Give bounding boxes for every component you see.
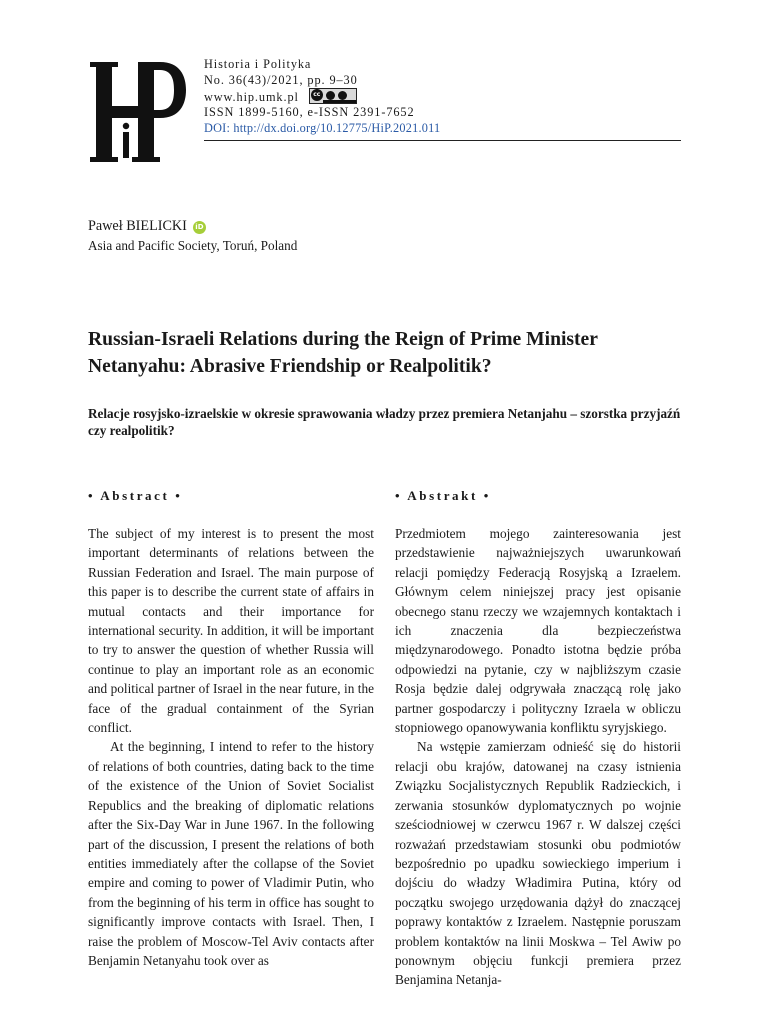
journal-meta [204,56,440,136]
abstrakt-paragraph: Przedmiotem mojego zainteresowania jest przedstawienie najważniejszych uwarunkowań relacji pomiędzy Federacją Rosyjską a Izraelem. Głównym celem niniejszej pracy jest opisanie obecnego stanu rzeczy we wzajemnych kontaktach i ich znaczenia dla bezpieczeństwa międzynarodowego. Ponadto istotna będzie próba odpowiedzi na pytanie, czy w najbliższym czasie Rosja będzie dalej odgrywała znaczącą rolę jako partner gospodarczy i polityczny Izraela w obliczu stopniowego opanowywania konfliktu syryjskiego. [395,526,681,736]
abstract-paragraph: The subject of my interest is to present the most important determinants of relations between the Russian Federation and Israel. The main purpose of this paper is to describe the current state of affairs in mutual contacts and their importance for international security. In addition, it will be important to try to answer the question of whether Russia will continue to play an important role as an economic and political partner of Israel in the near future, in the face of the gradual containment of the Syrian conflict. [88,526,374,736]
article-subtitle: Relacje rosyjsko-izraelskie w okresie sprawowania władzy przez premiera Netanjahu – szorstka przyjaźń czy realpolitik? [88,406,681,438]
abstract-heading: • Abstract • [88,488,183,503]
journal-issn: ISSN 1899-5160, e-ISSN 2391-7652 [204,105,415,119]
cc-by-nc-nd-icon[interactable]: cc [309,88,357,104]
article-title: Russian-Israeli Relations during the Reign of Prime Minister Netanyahu: Abrasive Friendship or Realpolitik? [88,329,598,377]
header-rule [204,140,681,141]
journal-logo [88,58,188,168]
abstrakt-heading: • Abstrakt • [395,488,491,503]
author-affiliation: Asia and Pacific Society, Toruń, Poland [88,238,298,253]
author [88,218,206,235]
abstract-paragraph: At the beginning, I intend to refer to the history of relations of both countries, dating back to the time of the existence of the Union of Soviet Socialist Republics and the breaking of diplomatic relations after the Six-Day War in June 1967. In the following part of the discussion, I present the relations of both entities immediately after the collapse of the Soviet empire and coming to power of Vladimir Putin, who from the beginning of his term in office has sought to significantly improve contacts with Israel. Then, I raise the problem of Moscow-Tel Aviv contacts after Benjamin Netanyahu took over as [88,739,374,968]
journal-issue: No. 36(43)/2021, pp. 9–30 [204,73,358,87]
abstrakt-paragraph: Na wstępie zamierzam odnieść się do historii relacji obu krajów, datowanej na czasy istnienia Związku Socjalistycznych Republik Radzieckich, i zerwania stosunków dyplomatycznych po wojnie sześciodniowej w czerwcu 1967 r. W dalszej części rozważań przedstawiam stosunki obu podmiotów bezpośrednio po upadku sowieckiego imperium i dojściu do władzy Władimira Putina, który od początku swojego urzędowania dążył do znaczącej poprawy kontaktów z Izraelem. Następnie poruszam problem kontaktów na linii Moskwa – Tel Awiw po ponownym objęciu funkcji premiera przez Benjamina Netanja- [395,739,681,988]
abstrakt-body [395,524,681,990]
author-name: Paweł BIELICKI [88,218,187,234]
journal-name: Historia i Polityka [204,57,312,71]
orcid-icon[interactable]: iD [193,221,206,234]
abstract-body [88,524,374,970]
doi-link[interactable]: DOI: http://dx.doi.org/10.12775/HiP.2021.011 [204,121,441,135]
journal-url[interactable]: www.hip.umk.pl [204,90,299,104]
